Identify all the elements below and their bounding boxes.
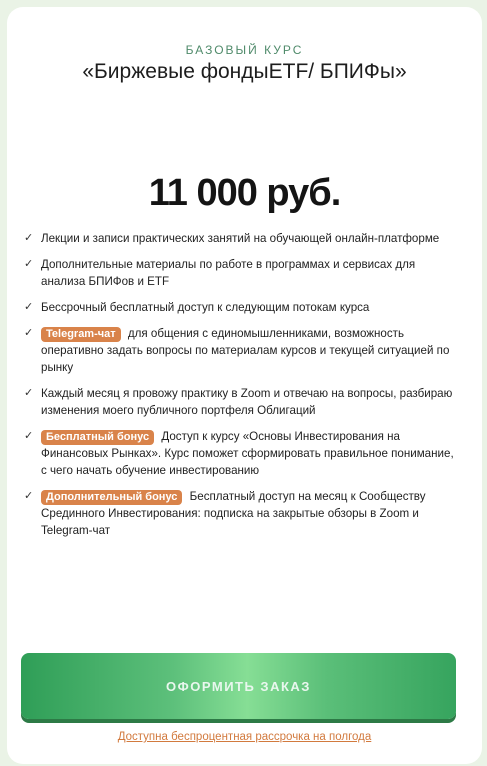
course-title: «Биржевые фондыETF/ БПИФы» xyxy=(82,60,407,83)
course-price: 11 000 руб. xyxy=(148,172,341,214)
check-icon: ✓ xyxy=(24,387,34,399)
feature-list xyxy=(24,230,462,548)
feature-text: Дополнительные материалы по работе в программах и сервисах для анализа БПИФов и ETF xyxy=(41,258,416,288)
feature-item xyxy=(24,299,462,316)
feature-item xyxy=(24,230,462,247)
feature-item xyxy=(24,385,462,419)
feature-text: Бесплатный доступ на месяц к Сообществу Срединного Инвестирования: подписка на закрытые обзоры в Zoom и Telegram-чат xyxy=(41,490,426,537)
feature-text: Лекции и записи практических занятий на обучающей онлайн-платформе xyxy=(41,232,440,245)
check-icon: ✓ xyxy=(24,232,34,244)
check-icon: ✓ xyxy=(24,301,34,313)
feature-text: Доступ к курсу «Основы Инвестирования на Финансовых Рынках». Курс поможет сформировать правильное понимание, с чего начать обучение инвестированию xyxy=(41,430,454,477)
check-icon: ✓ xyxy=(24,430,34,442)
pricing-card xyxy=(7,7,482,764)
feature-text: Бессрочный бесплатный доступ к следующим потокам курса xyxy=(41,301,370,314)
place-order-button[interactable]: ОФОРМИТЬ ЗАКАЗ xyxy=(21,653,456,719)
check-icon: ✓ xyxy=(24,490,34,502)
installment-link[interactable]: Доступна беспроцентная рассрочка на полгода xyxy=(117,731,372,743)
telegram-chat-badge: Telegram-чат xyxy=(41,327,121,342)
extra-bonus-badge: Дополнительный бонус xyxy=(41,490,182,505)
check-icon: ✓ xyxy=(24,258,34,270)
feature-item xyxy=(24,256,462,290)
feature-text: Каждый месяц я провожу практику в Zoom и отвечаю на вопросы, разбираю изменения моего публичного портфеля Облигаций xyxy=(41,387,453,417)
feature-text: для общения с единомышленниками, возможность оперативно задать вопросы по материалам курсов и текущей ситуацией по рынку xyxy=(41,327,450,374)
free-bonus-badge: Бесплатный бонус xyxy=(41,430,154,445)
feature-item xyxy=(24,488,462,539)
course-eyebrow: БАЗОВЫЙ КУРС xyxy=(185,43,304,57)
check-icon: ✓ xyxy=(24,327,34,339)
feature-item xyxy=(24,325,462,376)
feature-item xyxy=(24,428,462,479)
